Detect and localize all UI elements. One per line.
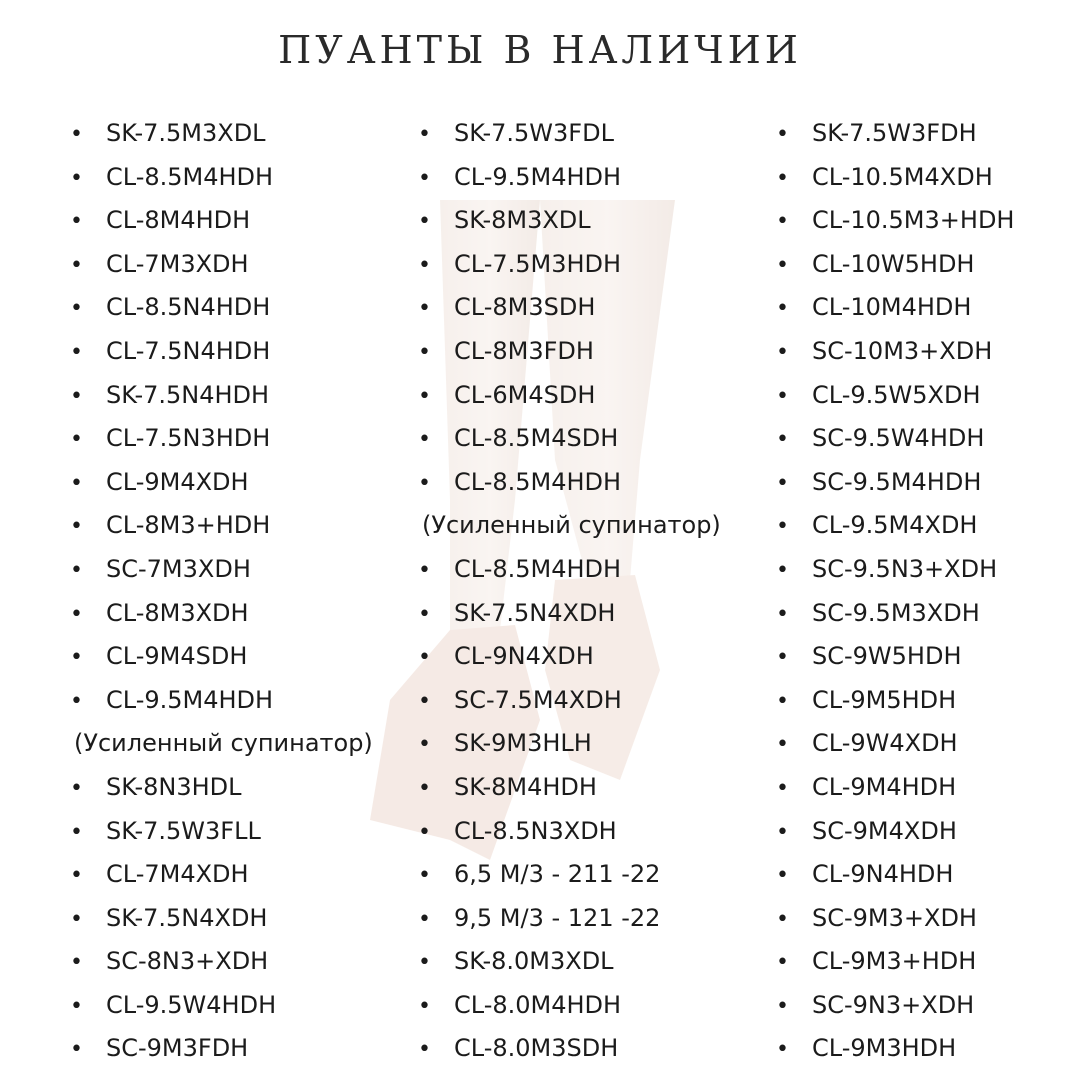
bullet-icon: • [418, 645, 431, 671]
list-item [418, 374, 748, 418]
list-item [418, 897, 748, 941]
item-code: CL-9W4XDH [812, 729, 958, 758]
list-item [418, 810, 748, 854]
item-code: SK-9M3HLH [454, 729, 592, 758]
item-code: CL-8.5N4HDH [106, 293, 271, 322]
bullet-icon: • [776, 209, 789, 235]
list-item [70, 897, 390, 941]
list-item [776, 635, 1076, 679]
list-item [776, 286, 1076, 330]
list-item [776, 330, 1076, 374]
item-code: CL-8M3SDH [454, 293, 596, 322]
list-item [418, 1027, 748, 1071]
item-code: CL-9.5M4HDH [454, 162, 622, 191]
item-code: CL-10M4HDH [812, 293, 972, 322]
bullet-icon: • [418, 1037, 431, 1063]
list-item [418, 592, 748, 636]
list-item [70, 330, 390, 374]
list-item [776, 504, 1076, 548]
item-code: SC-9M4XDH [812, 816, 957, 845]
bullet-icon: • [418, 470, 431, 496]
item-code: CL-9.5M4XDH [812, 511, 978, 540]
list-item [776, 984, 1076, 1028]
bullet-icon: • [70, 775, 83, 801]
list-item [418, 679, 748, 723]
list-item [70, 199, 390, 243]
stock-column-3 [776, 112, 1076, 1071]
bullet-icon: • [70, 557, 83, 583]
bullet-icon: • [776, 339, 789, 365]
item-code: SK-7.5W3FDL [454, 119, 614, 147]
bullet-icon: • [70, 383, 83, 409]
item-code: SK-8.0M3XDL [454, 947, 614, 976]
bullet-icon: • [776, 732, 789, 758]
list-item [776, 722, 1076, 766]
list-item [70, 504, 390, 548]
bullet-icon: • [776, 165, 789, 191]
item-code: CL-6M4SDH [454, 380, 596, 409]
bullet-icon: • [776, 470, 789, 496]
list-item [776, 810, 1076, 854]
bullet-icon: • [776, 557, 789, 583]
list-item [776, 592, 1076, 636]
item-code: CL-9M5HDH [812, 685, 957, 714]
item-code: CL-8.5M4HDH [454, 467, 622, 496]
list-item [70, 243, 390, 287]
list-item [70, 810, 390, 854]
item-code: SK-8N3HDL [106, 772, 242, 801]
item-code: SC-9.5M3XDH [812, 598, 980, 627]
list-note [418, 504, 748, 548]
list-item [418, 156, 748, 200]
bullet-icon: • [776, 383, 789, 409]
item-code: SC-10M3+XDH [812, 336, 993, 365]
bullet-icon: • [418, 122, 431, 147]
list-item [776, 243, 1076, 287]
item-code: CL-8.5M4HDH [454, 554, 622, 583]
bullet-icon: • [70, 688, 83, 714]
list-item [70, 417, 390, 461]
bullet-icon: • [70, 819, 83, 845]
list-item [776, 940, 1076, 984]
bullet-icon: • [418, 383, 431, 409]
bullet-icon: • [776, 122, 789, 147]
list-item [418, 461, 748, 505]
list-item [70, 940, 390, 984]
item-code: CL-8.5M4HDH [106, 162, 274, 191]
bullet-icon: • [70, 993, 83, 1019]
item-code: SC-9M3FDH [106, 1034, 249, 1063]
bullet-icon: • [70, 950, 83, 976]
bullet-icon: • [776, 427, 789, 453]
item-code: CL-10W5HDH [812, 249, 975, 278]
bullet-icon: • [776, 863, 789, 889]
bullet-icon: • [776, 296, 789, 322]
bullet-icon: • [70, 427, 83, 453]
item-code: CL-7M3XDH [106, 249, 249, 278]
bullet-icon: • [418, 688, 431, 714]
stock-column-1 [70, 112, 390, 1071]
bullet-icon: • [70, 645, 83, 671]
item-code: CL-7.5M3HDH [454, 249, 622, 278]
bullet-icon: • [70, 122, 83, 147]
bullet-icon: • [70, 1037, 83, 1063]
bullet-icon: • [418, 950, 431, 976]
bullet-icon: • [418, 819, 431, 845]
list-item [776, 1027, 1076, 1071]
bullet-icon: • [418, 863, 431, 889]
bullet-icon: • [418, 993, 431, 1019]
list-item [70, 374, 390, 418]
bullet-icon: • [418, 732, 431, 758]
list-item [418, 766, 748, 810]
bullet-icon: • [70, 514, 83, 540]
page-title: ПУАНТЫ В НАЛИЧИИ [278, 28, 802, 72]
list-item [776, 374, 1076, 418]
list-item [70, 286, 390, 330]
bullet-icon: • [776, 775, 789, 801]
bullet-icon: • [418, 252, 431, 278]
item-code: CL-8M3XDH [106, 598, 249, 627]
list-item [418, 243, 748, 287]
bullet-icon: • [418, 557, 431, 583]
list-item [776, 548, 1076, 592]
bullet-icon: • [776, 252, 789, 278]
list-item [776, 679, 1076, 723]
list-item [418, 984, 748, 1028]
item-code: 6,5 M/3 - 211 -22 [454, 860, 661, 889]
list-item [776, 156, 1076, 200]
item-code: SK-8M3XDL [454, 206, 591, 235]
stock-column-2 [418, 112, 748, 1071]
list-item [70, 548, 390, 592]
list-item [776, 897, 1076, 941]
bullet-icon: • [418, 427, 431, 453]
item-code: CL-9N4XDH [454, 642, 594, 671]
list-item [70, 461, 390, 505]
item-code: SK-7.5M3XDL [106, 119, 266, 147]
item-code: CL-9M4XDH [106, 467, 249, 496]
item-code: SC-9W5HDH [812, 642, 962, 671]
item-code: SK-7.5N4XDH [106, 903, 268, 932]
bullet-icon: • [418, 601, 431, 627]
bullet-icon: • [70, 209, 83, 235]
list-item [70, 635, 390, 679]
item-code: SC-7M3XDH [106, 554, 251, 583]
bullet-icon: • [70, 165, 83, 191]
item-code: SK-7.5N4XDH [454, 598, 616, 627]
bullet-icon: • [70, 601, 83, 627]
list-item [776, 853, 1076, 897]
bullet-icon: • [776, 645, 789, 671]
item-code: CL-10.5M4XDH [812, 162, 993, 191]
list-item [70, 1027, 390, 1071]
list-item [70, 679, 390, 723]
item-code: SC-7.5M4XDH [454, 685, 622, 714]
list-item [418, 635, 748, 679]
bullet-icon: • [776, 688, 789, 714]
item-code: CL-9.5W5XDH [812, 380, 981, 409]
bullet-icon: • [418, 339, 431, 365]
list-item [418, 940, 748, 984]
bullet-icon: • [70, 470, 83, 496]
item-code: CL-7M4XDH [106, 860, 249, 889]
item-code: SK-7.5N4HDH [106, 380, 270, 409]
bullet-icon: • [776, 950, 789, 976]
item-code: CL-8.5N3XDH [454, 816, 617, 845]
bullet-icon: • [776, 819, 789, 845]
item-code: SC-9N3+XDH [812, 990, 975, 1019]
item-code: SK-7.5W3FDH [812, 119, 977, 147]
bullet-icon: • [70, 296, 83, 322]
bullet-icon: • [776, 514, 789, 540]
bullet-icon: • [776, 906, 789, 932]
item-code: SC-9.5N3+XDH [812, 554, 998, 583]
item-code: CL-7.5N3HDH [106, 424, 271, 453]
item-code: CL-8M4HDH [106, 206, 251, 235]
item-code: CL-9N4HDH [812, 860, 954, 889]
item-code: CL-8M3FDH [454, 336, 594, 365]
item-code: SK-7.5W3FLL [106, 816, 261, 845]
list-item [70, 592, 390, 636]
bullet-icon: • [418, 209, 431, 235]
list-item [776, 112, 1076, 156]
item-note: (Усиленный супинатор) [422, 511, 721, 540]
list-item [776, 766, 1076, 810]
list-item [70, 853, 390, 897]
bullet-icon: • [776, 601, 789, 627]
item-code: CL-9.5W4HDH [106, 990, 277, 1019]
list-item [70, 984, 390, 1028]
bullet-icon: • [418, 906, 431, 932]
bullet-icon: • [70, 252, 83, 278]
item-code: 9,5 M/3 - 121 -22 [454, 903, 661, 932]
item-code: SC-9M3+XDH [812, 903, 977, 932]
item-code: CL-8.0M4HDH [454, 990, 622, 1019]
item-code: CL-9M4HDH [812, 772, 957, 801]
item-code: CL-8.0M3SDH [454, 1034, 619, 1063]
bullet-icon: • [418, 165, 431, 191]
list-item [776, 461, 1076, 505]
item-code: CL-7.5N4HDH [106, 336, 271, 365]
bullet-icon: • [776, 993, 789, 1019]
item-note: (Усиленный супинатор) [74, 729, 373, 758]
list-item [776, 199, 1076, 243]
bullet-icon: • [418, 296, 431, 322]
list-item [418, 548, 748, 592]
bullet-icon: • [418, 775, 431, 801]
item-code: SC-8N3+XDH [106, 947, 269, 976]
item-code: SC-9.5W4HDH [812, 424, 985, 453]
bullet-icon: • [70, 863, 83, 889]
item-code: CL-8.5M4SDH [454, 424, 619, 453]
list-item [70, 112, 390, 156]
item-code: SK-8M4HDH [454, 772, 597, 801]
list-item [418, 286, 748, 330]
list-item [70, 766, 390, 810]
bullet-icon: • [70, 906, 83, 932]
list-item [418, 722, 748, 766]
bullet-icon: • [776, 1037, 789, 1063]
item-code: CL-9M4SDH [106, 642, 248, 671]
item-code: CL-9M3+HDH [812, 947, 977, 976]
item-code: CL-8M3+HDH [106, 511, 271, 540]
list-item [418, 199, 748, 243]
bullet-icon: • [70, 339, 83, 365]
list-item [418, 330, 748, 374]
list-item [418, 417, 748, 461]
item-code: CL-10.5M3+HDH [812, 206, 1015, 235]
list-item [776, 417, 1076, 461]
list-note [70, 722, 390, 766]
list-item [70, 156, 390, 200]
list-item [418, 112, 748, 156]
item-code: CL-9M3HDH [812, 1034, 957, 1063]
item-code: CL-9.5M4HDH [106, 685, 274, 714]
list-item [418, 853, 748, 897]
item-code: SC-9.5M4HDH [812, 467, 982, 496]
